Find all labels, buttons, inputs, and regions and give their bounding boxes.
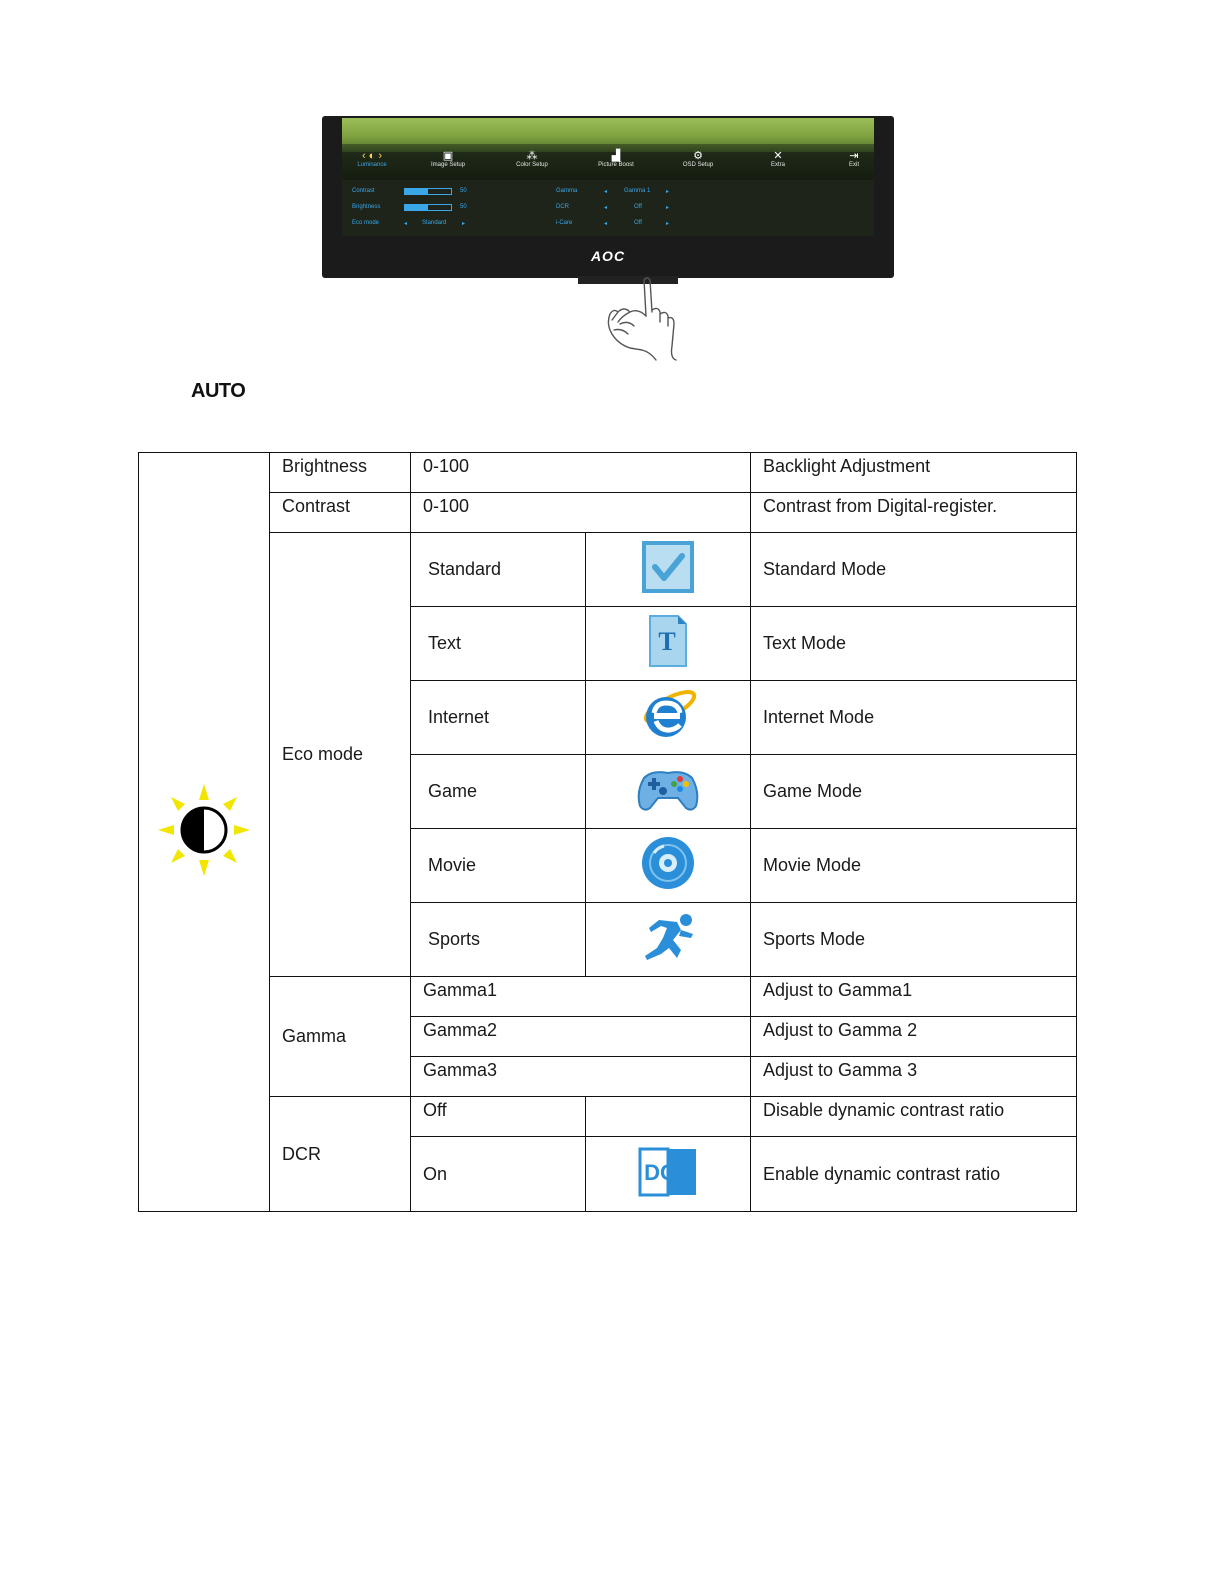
dcr-on-icon-cell xyxy=(586,1137,751,1212)
osd-tab-exit[interactable]: ⇥ Exit xyxy=(818,150,874,168)
aoc-logo: AOC xyxy=(590,248,626,264)
color-setup-icon: ⁂ xyxy=(526,150,538,162)
dcr-icon xyxy=(638,1147,698,1197)
eco-mode-label: Eco mode xyxy=(270,533,411,977)
osd-brightness-value: 50 xyxy=(460,204,467,210)
osd-contrast-value: 50 xyxy=(460,188,467,194)
osd-dcr-right-arrow-icon[interactable]: ▸ xyxy=(666,205,670,211)
gamma2-name: Gamma2 xyxy=(411,1017,751,1057)
svg-text:T: T xyxy=(658,627,676,656)
eco-sports-name: Sports xyxy=(411,903,586,977)
osd-contrast-label: Contrast xyxy=(352,188,375,194)
osd-tab-color-setup[interactable]: ⁂ Color Setup xyxy=(496,150,568,168)
dcr-off-desc: Disable dynamic contrast ratio xyxy=(751,1097,1077,1137)
eco-game-desc: Game Mode xyxy=(751,755,1077,829)
gamma-label: Gamma xyxy=(270,977,411,1097)
dcr-off-icon-cell xyxy=(586,1097,751,1137)
osd-contrast-slider[interactable] xyxy=(404,188,452,195)
eco-game-name: Game xyxy=(411,755,586,829)
eco-movie-desc: Movie Mode xyxy=(751,829,1077,903)
osd-tab-image-setup[interactable]: ▣ Image Setup xyxy=(412,150,484,168)
osd-gamma-right-arrow-icon[interactable]: ▸ xyxy=(666,189,670,195)
osd-eco-mode-label: Eco mode xyxy=(352,220,380,226)
hand-pointer-icon xyxy=(600,276,684,362)
monitor-screen xyxy=(342,118,874,236)
eco-standard-desc: Standard Mode xyxy=(751,533,1077,607)
brightness-desc: Backlight Adjustment xyxy=(751,453,1077,493)
gamma3-name: Gamma3 xyxy=(411,1057,751,1097)
osd-icare-right-arrow-icon[interactable]: ▸ xyxy=(666,221,670,227)
osd-dcr-left-arrow-icon[interactable]: ◂ xyxy=(604,205,608,211)
text-document-icon xyxy=(648,614,688,668)
exit-icon: ⇥ xyxy=(849,150,859,162)
eco-internet-desc: Internet Mode xyxy=(751,681,1077,755)
disc-icon xyxy=(640,835,696,891)
osd-tab-luminance[interactable]: ‹ ◐ › Luminance xyxy=(342,150,408,168)
table-row xyxy=(139,533,1077,607)
osd-eco-mode-value: Standard xyxy=(422,220,447,226)
contrast-label: Contrast xyxy=(270,493,411,533)
osd-dcr-label: DCR xyxy=(556,204,569,210)
gamma1-desc: Adjust to Gamma1 xyxy=(751,977,1077,1017)
eco-sports-icon-cell xyxy=(586,903,751,977)
brightness-range: 0-100 xyxy=(411,453,751,493)
osd-icare-value: Off xyxy=(634,220,642,226)
sun-half-icon xyxy=(156,782,252,878)
monitor-illustration xyxy=(322,116,894,278)
check-box-icon xyxy=(641,540,695,594)
luminance-icon-cell xyxy=(139,453,270,1212)
table-row xyxy=(139,1097,1077,1137)
osd-eco-left-arrow-icon[interactable]: ◂ xyxy=(404,221,408,227)
runner-icon xyxy=(637,910,699,964)
image-setup-icon: ▣ xyxy=(442,150,454,162)
osd-gamma-label: Gamma xyxy=(556,188,578,194)
eco-text-desc: Text Mode xyxy=(751,607,1077,681)
eco-movie-icon-cell xyxy=(586,829,751,903)
eco-standard-icon-cell xyxy=(586,533,751,607)
osd-eco-right-arrow-icon[interactable]: ▸ xyxy=(462,221,466,227)
contrast-range: 0-100 xyxy=(411,493,751,533)
dcr-off-name: Off xyxy=(411,1097,586,1137)
eco-internet-name: Internet xyxy=(411,681,586,755)
gamma1-name: Gamma1 xyxy=(411,977,751,1017)
osd-tab-osd-setup[interactable]: ⚙ OSD Setup xyxy=(662,150,734,168)
osd-icare-label: i-Care xyxy=(556,220,573,226)
eco-sports-desc: Sports Mode xyxy=(751,903,1077,977)
table-row xyxy=(139,977,1077,1017)
dcr-on-name: On xyxy=(411,1137,586,1212)
internet-explorer-icon xyxy=(638,685,698,745)
osd-gamma-value: Gamma 1 xyxy=(624,188,651,194)
eco-text-name: Text xyxy=(411,607,586,681)
osd-icare-left-arrow-icon[interactable]: ◂ xyxy=(604,221,608,227)
osd-tab-picture-boost[interactable]: ▟ Picture Boost xyxy=(580,150,652,168)
eco-standard-name: Standard xyxy=(411,533,586,607)
table-row xyxy=(139,493,1077,533)
osd-gamma-left-arrow-icon[interactable]: ◂ xyxy=(604,189,608,195)
osd-brightness-label: Brightness xyxy=(352,204,381,210)
dcr-on-desc: Enable dynamic contrast ratio xyxy=(751,1137,1077,1212)
osd-tab-extra[interactable]: ✕ Extra xyxy=(742,150,814,168)
luminance-settings-table xyxy=(138,452,1077,1212)
extra-icon: ✕ xyxy=(773,150,783,162)
picture-boost-icon: ▟ xyxy=(611,150,621,162)
gamma3-desc: Adjust to Gamma 3 xyxy=(751,1057,1077,1097)
dcr-icon-label: DCR xyxy=(644,1159,692,1185)
osd-setup-icon: ⚙ xyxy=(693,150,703,162)
eco-internet-icon-cell xyxy=(586,681,751,755)
gamma2-desc: Adjust to Gamma 2 xyxy=(751,1017,1077,1057)
contrast-desc: Contrast from Digital-register. xyxy=(751,493,1077,533)
gamepad-icon xyxy=(636,764,700,814)
sun-half-icon: ‹ ◐ › xyxy=(361,150,383,162)
eco-text-icon-cell xyxy=(586,607,751,681)
brightness-label: Brightness xyxy=(270,453,411,493)
osd-brightness-slider[interactable] xyxy=(404,204,452,211)
eco-game-icon-cell xyxy=(586,755,751,829)
eco-movie-name: Movie xyxy=(411,829,586,903)
osd-dcr-value: Off xyxy=(634,204,642,210)
table-row xyxy=(139,453,1077,493)
dcr-label: DCR xyxy=(270,1097,411,1212)
section-heading: AUTO xyxy=(191,380,246,402)
